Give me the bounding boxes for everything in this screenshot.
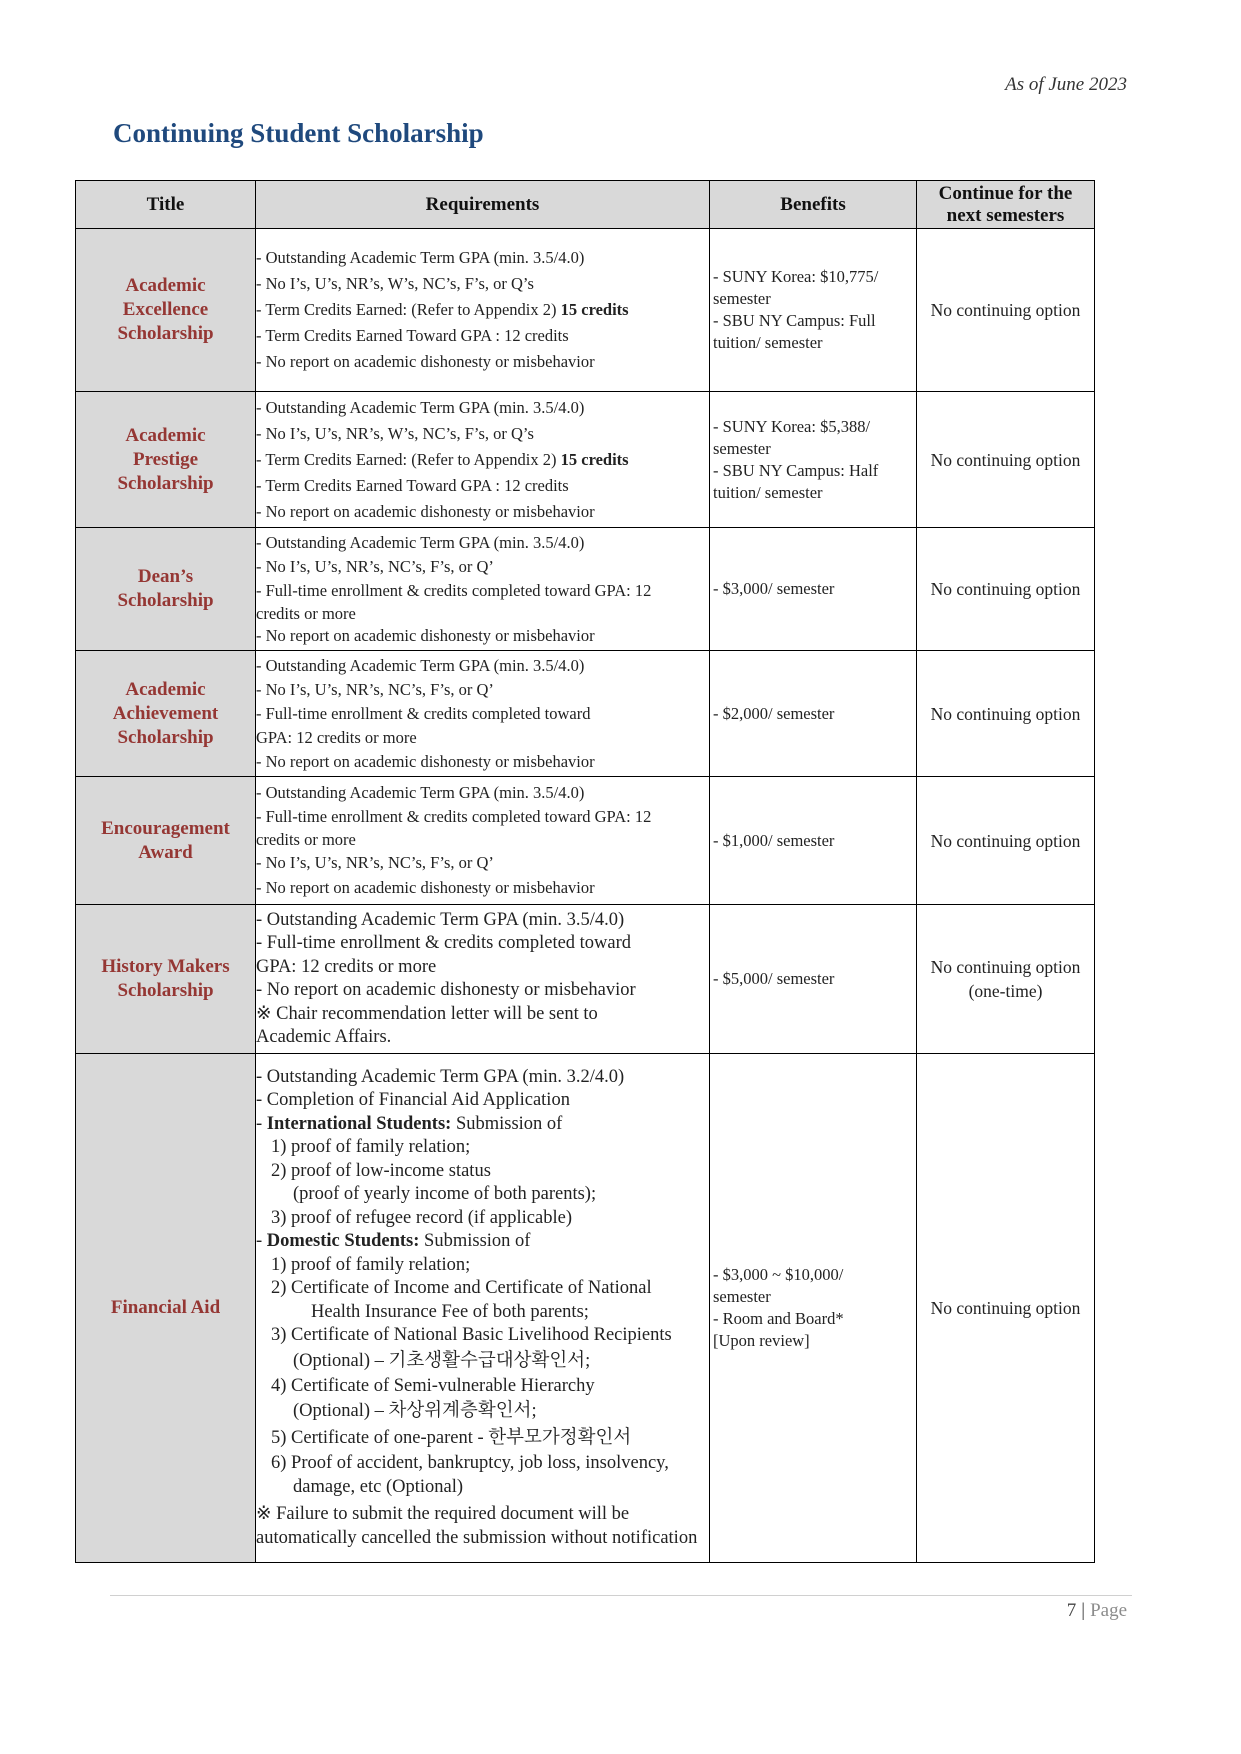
- row-title: Dean’s Scholarship: [76, 528, 256, 651]
- failure-note: ※ Failure to submit the required document will be automatically cancelled the submission without notification: [256, 1504, 698, 1548]
- table-row: [76, 905, 1095, 1054]
- row-benefits: - $1,000/ semester: [710, 777, 917, 905]
- row-requirements: - Outstanding Academic Term GPA (min. 3.5/4.0) - Full-time enrollment & credits completed toward GPA: 12 credits or more - No report on academic dishonesty or misbehavior ※ Chair recommendation letter will be sent to Academic Affairs.: [256, 905, 710, 1054]
- row-continue: No continuing option: [917, 651, 1095, 777]
- row-continue: No continuing option: [917, 528, 1095, 651]
- row-continue: No continuing option: [917, 777, 1095, 905]
- page-label: Page: [1090, 1600, 1127, 1621]
- row-title: Financial Aid: [76, 1054, 256, 1563]
- row-benefits: - SUNY Korea: $10,775/ semester - SBU NY Campus: Full tuition/ semester: [710, 229, 917, 392]
- header-continue: Continue for the next semesters: [917, 181, 1095, 229]
- row-title: History Makers Scholarship: [76, 905, 256, 1054]
- page-number: 7: [1066, 1600, 1077, 1621]
- table-row: [76, 651, 1095, 777]
- row-benefits: - SUNY Korea: $5,388/ semester - SBU NY Campus: Half tuition/ semester: [710, 392, 917, 528]
- row-continue: No continuing option: [917, 1054, 1095, 1563]
- row-title: Academic Excellence Scholarship: [76, 229, 256, 392]
- row-requirements: - Outstanding Academic Term GPA (min. 3.5/4.0) - No I’s, U’s, NR’s, NC’s, F’s, or Q’ - Full-time enrollment & credits completed toward GPA: 12 credits or more - No report on academic dishonesty or misbehavior: [256, 528, 710, 651]
- row-benefits: - $2,000/ semester: [710, 651, 917, 777]
- scholarship-table: [75, 180, 1095, 1563]
- row-requirements: - Outstanding Academic Term GPA (min. 3.5/4.0) - No I’s, U’s, NR’s, W’s, NC’s, F’s, or Q’s - Term Credits Earned: (Refer to Appendix 2) 15 credits - Term Credits Earned Toward GPA : 12 credits - No report on academic dishonesty or misbehavior: [256, 229, 710, 392]
- row-benefits: - $5,000/ semester: [710, 905, 917, 1054]
- table-row: [76, 1054, 1095, 1563]
- header-title: Title: [76, 181, 256, 229]
- header-requirements: Requirements: [256, 181, 710, 229]
- row-continue: No continuing option (one-time): [917, 905, 1095, 1054]
- page-title: Continuing Student Scholarship: [113, 118, 484, 148]
- row-requirements: - Outstanding Academic Term GPA (min. 3.5/4.0) - No I’s, U’s, NR’s, W’s, NC’s, F’s, or Q’s - Term Credits Earned: (Refer to Appendix 2) 15 credits - Term Credits Earned Toward GPA : 12 credits - No report on academic dishonesty or misbehavior: [256, 392, 710, 528]
- credits-highlight: 15 credits: [560, 449, 629, 469]
- page-footer: [1067, 1600, 1127, 1622]
- row-benefits: - $3,000/ semester: [710, 528, 917, 651]
- footer-separator: |: [1081, 1600, 1086, 1621]
- document-date: As of June 2023: [1005, 74, 1127, 95]
- table-row: [76, 392, 1095, 528]
- row-requirements: - Outstanding Academic Term GPA (min. 3.5/4.0) - No I’s, U’s, NR’s, NC’s, F’s, or Q’ - Full-time enrollment & credits completed toward GPA: 12 credits or more - No report on academic dishonesty or misbehavior: [256, 651, 710, 777]
- table-header-row: [76, 181, 1095, 229]
- row-requirements: - Outstanding Academic Term GPA (min. 3.5/4.0) - Full-time enrollment & credits completed toward GPA: 12 credits or more - No I’s, U’s, NR’s, NC’s, F’s, or Q’ - No report on academic dishonesty or misbehavior: [256, 777, 710, 905]
- row-title: Academic Prestige Scholarship: [76, 392, 256, 528]
- credits-highlight: 15 credits: [560, 300, 629, 319]
- row-benefits: - $3,000 ~ $10,000/ semester - Room and Board* [Upon review]: [710, 1054, 917, 1563]
- table-row: [76, 229, 1095, 392]
- header-benefits: Benefits: [710, 181, 917, 229]
- table-row: [76, 528, 1095, 651]
- row-continue: No continuing option: [917, 392, 1095, 528]
- row-continue: No continuing option: [917, 229, 1095, 392]
- footer-divider: [110, 1595, 1132, 1596]
- row-requirements: - Outstanding Academic Term GPA (min. 3.2/4.0) - Completion of Financial Aid Application - International Students: Submission of 1) proof of family relation; 2) proof of low-income status (proof of yearly income of both parents); 3) proof of refugee record (if applicable) - Domestic Students: Submission of 1) proof of family relation; 2) Certificate of Income and Certificate of National Health Insurance Fee of both parents; 3) Certificate of National Basic Livelihood Recipients (Optional) – 기초생활수급대상확인서; 4) Certificate of Semi-vulnerable Hierarchy (Optional) – 차상위계층확인서; 5) Certificate of one-parent - 한부모가정확인서 6) Proof of accident, bankruptcy, job loss, insolvency, damage, etc (Optional) ※ Failure to submit the required document will be automatically cancelled the submission without notification: [256, 1054, 710, 1563]
- row-title: Encouragement Award: [76, 777, 256, 905]
- row-title: Academic Achievement Scholarship: [76, 651, 256, 777]
- table-row: [76, 777, 1095, 905]
